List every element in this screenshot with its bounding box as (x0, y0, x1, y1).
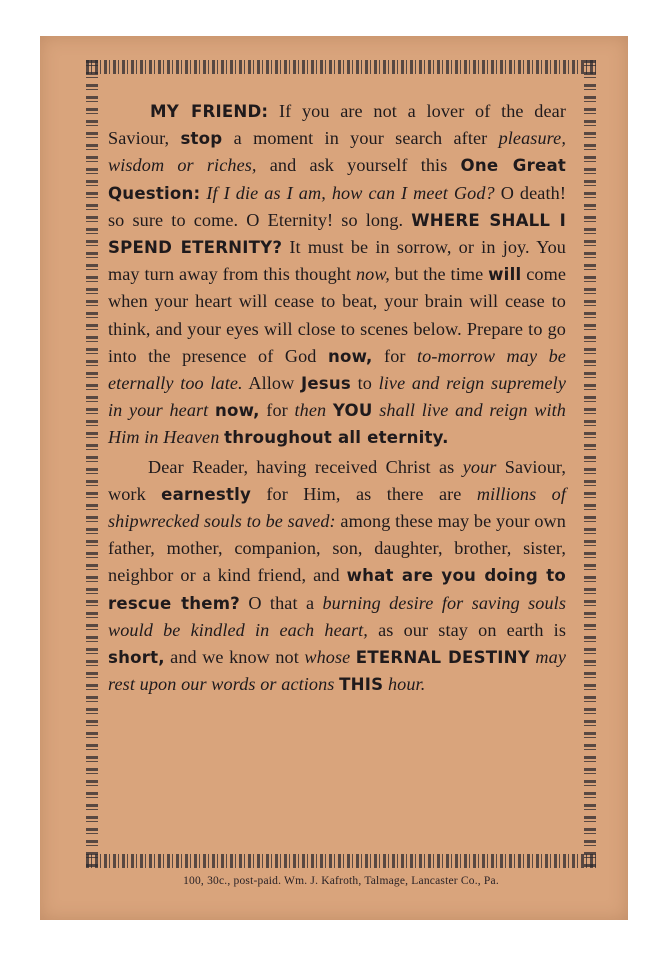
publisher-footer: 100, 30c., post-paid. Wm. J. Kafroth, Talmage, Lancaster Co., Pa. (183, 875, 499, 887)
paragraph-2 (108, 454, 566, 699)
border-bottom-ornament (86, 854, 596, 868)
text-run (326, 400, 333, 420)
text-run: and we know not (164, 647, 305, 668)
greeting: MY FRIEND: (150, 102, 269, 121)
emphasis-italic: shall live and reign with Him in Heaven (108, 400, 566, 448)
emphasis-italic: pleasure, wisdom or riches, (108, 128, 566, 176)
text-run: It must be in sorrow, or in joy. You may turn away from this thought (108, 237, 566, 285)
text-run: a moment in your search after (222, 128, 499, 149)
emphasis-italic: may rest upon our words or actions (108, 647, 566, 695)
text-run: among these may be your own father, mother, companion, son, daughter, brother, sister, neighbor or a kind friend, and (108, 511, 566, 586)
emphasis-bold: WHERE SHALL I SPEND ETERNITY? (108, 210, 567, 258)
emphasis-bold: will (488, 265, 522, 285)
emphasis-italic: to-morrow may be eternally too late. (108, 345, 566, 394)
text-run: Allow (242, 373, 301, 394)
text-run: but the time (389, 264, 489, 285)
text-run: for (372, 345, 418, 366)
emphasis-bold: now, (215, 401, 260, 421)
emphasis-italic: your (462, 456, 497, 477)
text-run: to (350, 373, 379, 394)
emphasis-italic: burning desire for saving souls would be kindled in each heart, (108, 592, 567, 640)
text-run: Dear Reader, having received Christ as (148, 456, 463, 477)
text-run: O that a (240, 592, 323, 613)
border-left-ornament (86, 60, 98, 868)
emphasis-bold: One Great Question: (108, 156, 566, 203)
border-top-ornament (86, 60, 596, 74)
text-run: for (259, 400, 295, 421)
border-right-ornament (584, 60, 596, 868)
paragraph-1 (108, 98, 566, 452)
text-run: Saviour, work (108, 456, 566, 504)
text-run: as our stay on earth is (367, 619, 566, 640)
tract-text (108, 98, 566, 698)
text-run: If you are not a lover of the dear Saviour, (108, 101, 566, 149)
emphasis-italic: live and reign supremely in your heart (108, 373, 566, 421)
emphasis-italic: If I die as I am, how can I meet God? (206, 182, 495, 203)
emphasis-bold: what are you doing to rescue them? (108, 566, 566, 613)
text-run: O death! so sure to come. O Eternity! so long. (108, 182, 566, 230)
emphasis-italic: whose (304, 647, 351, 668)
emphasis-italic: now, (355, 264, 390, 285)
emphasis-bold: YOU (332, 401, 373, 421)
emphasis-bold: ETERNAL DESTINY (355, 648, 530, 668)
emphasis-bold: Jesus (300, 374, 351, 394)
emphasis-bold: THIS (339, 675, 384, 695)
emphasis-bold: short, (108, 648, 165, 668)
text-run: and ask yourself this (256, 155, 461, 176)
emphasis-italic: millions of shipwrecked souls to be saved: (108, 483, 566, 532)
emphasis-bold: throughout all eternity. (224, 428, 449, 448)
text-run: come when your heart will cease to beat, your brain will cease to think, and your eyes will close to scenes below. Prepare to go into the presence of God (108, 264, 567, 366)
emphasis-italic: then (294, 400, 327, 421)
emphasis-italic: hour. (387, 674, 426, 695)
text-run: for Him, as there are (251, 483, 477, 504)
emphasis-bold: stop (180, 129, 223, 149)
emphasis-bold: earnestly (161, 484, 251, 504)
emphasis-bold: now, (327, 346, 373, 366)
